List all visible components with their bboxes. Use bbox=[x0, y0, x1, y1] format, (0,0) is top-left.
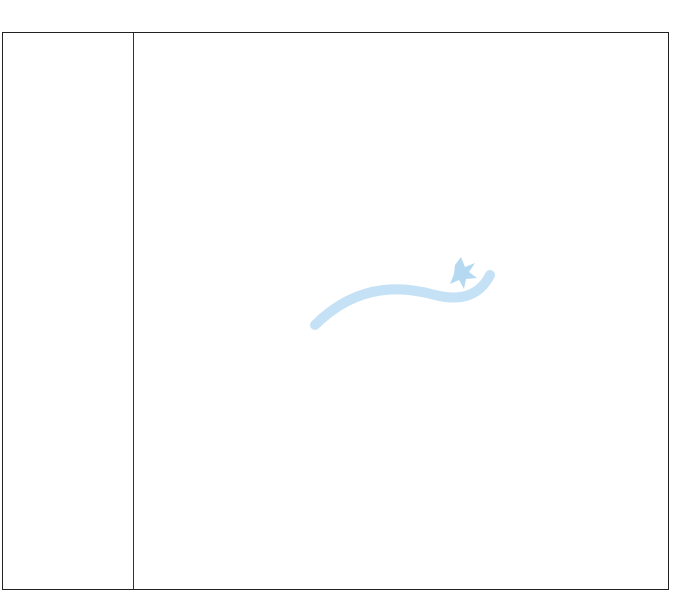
culture-table bbox=[2, 32, 669, 590]
column-divider bbox=[133, 33, 134, 589]
